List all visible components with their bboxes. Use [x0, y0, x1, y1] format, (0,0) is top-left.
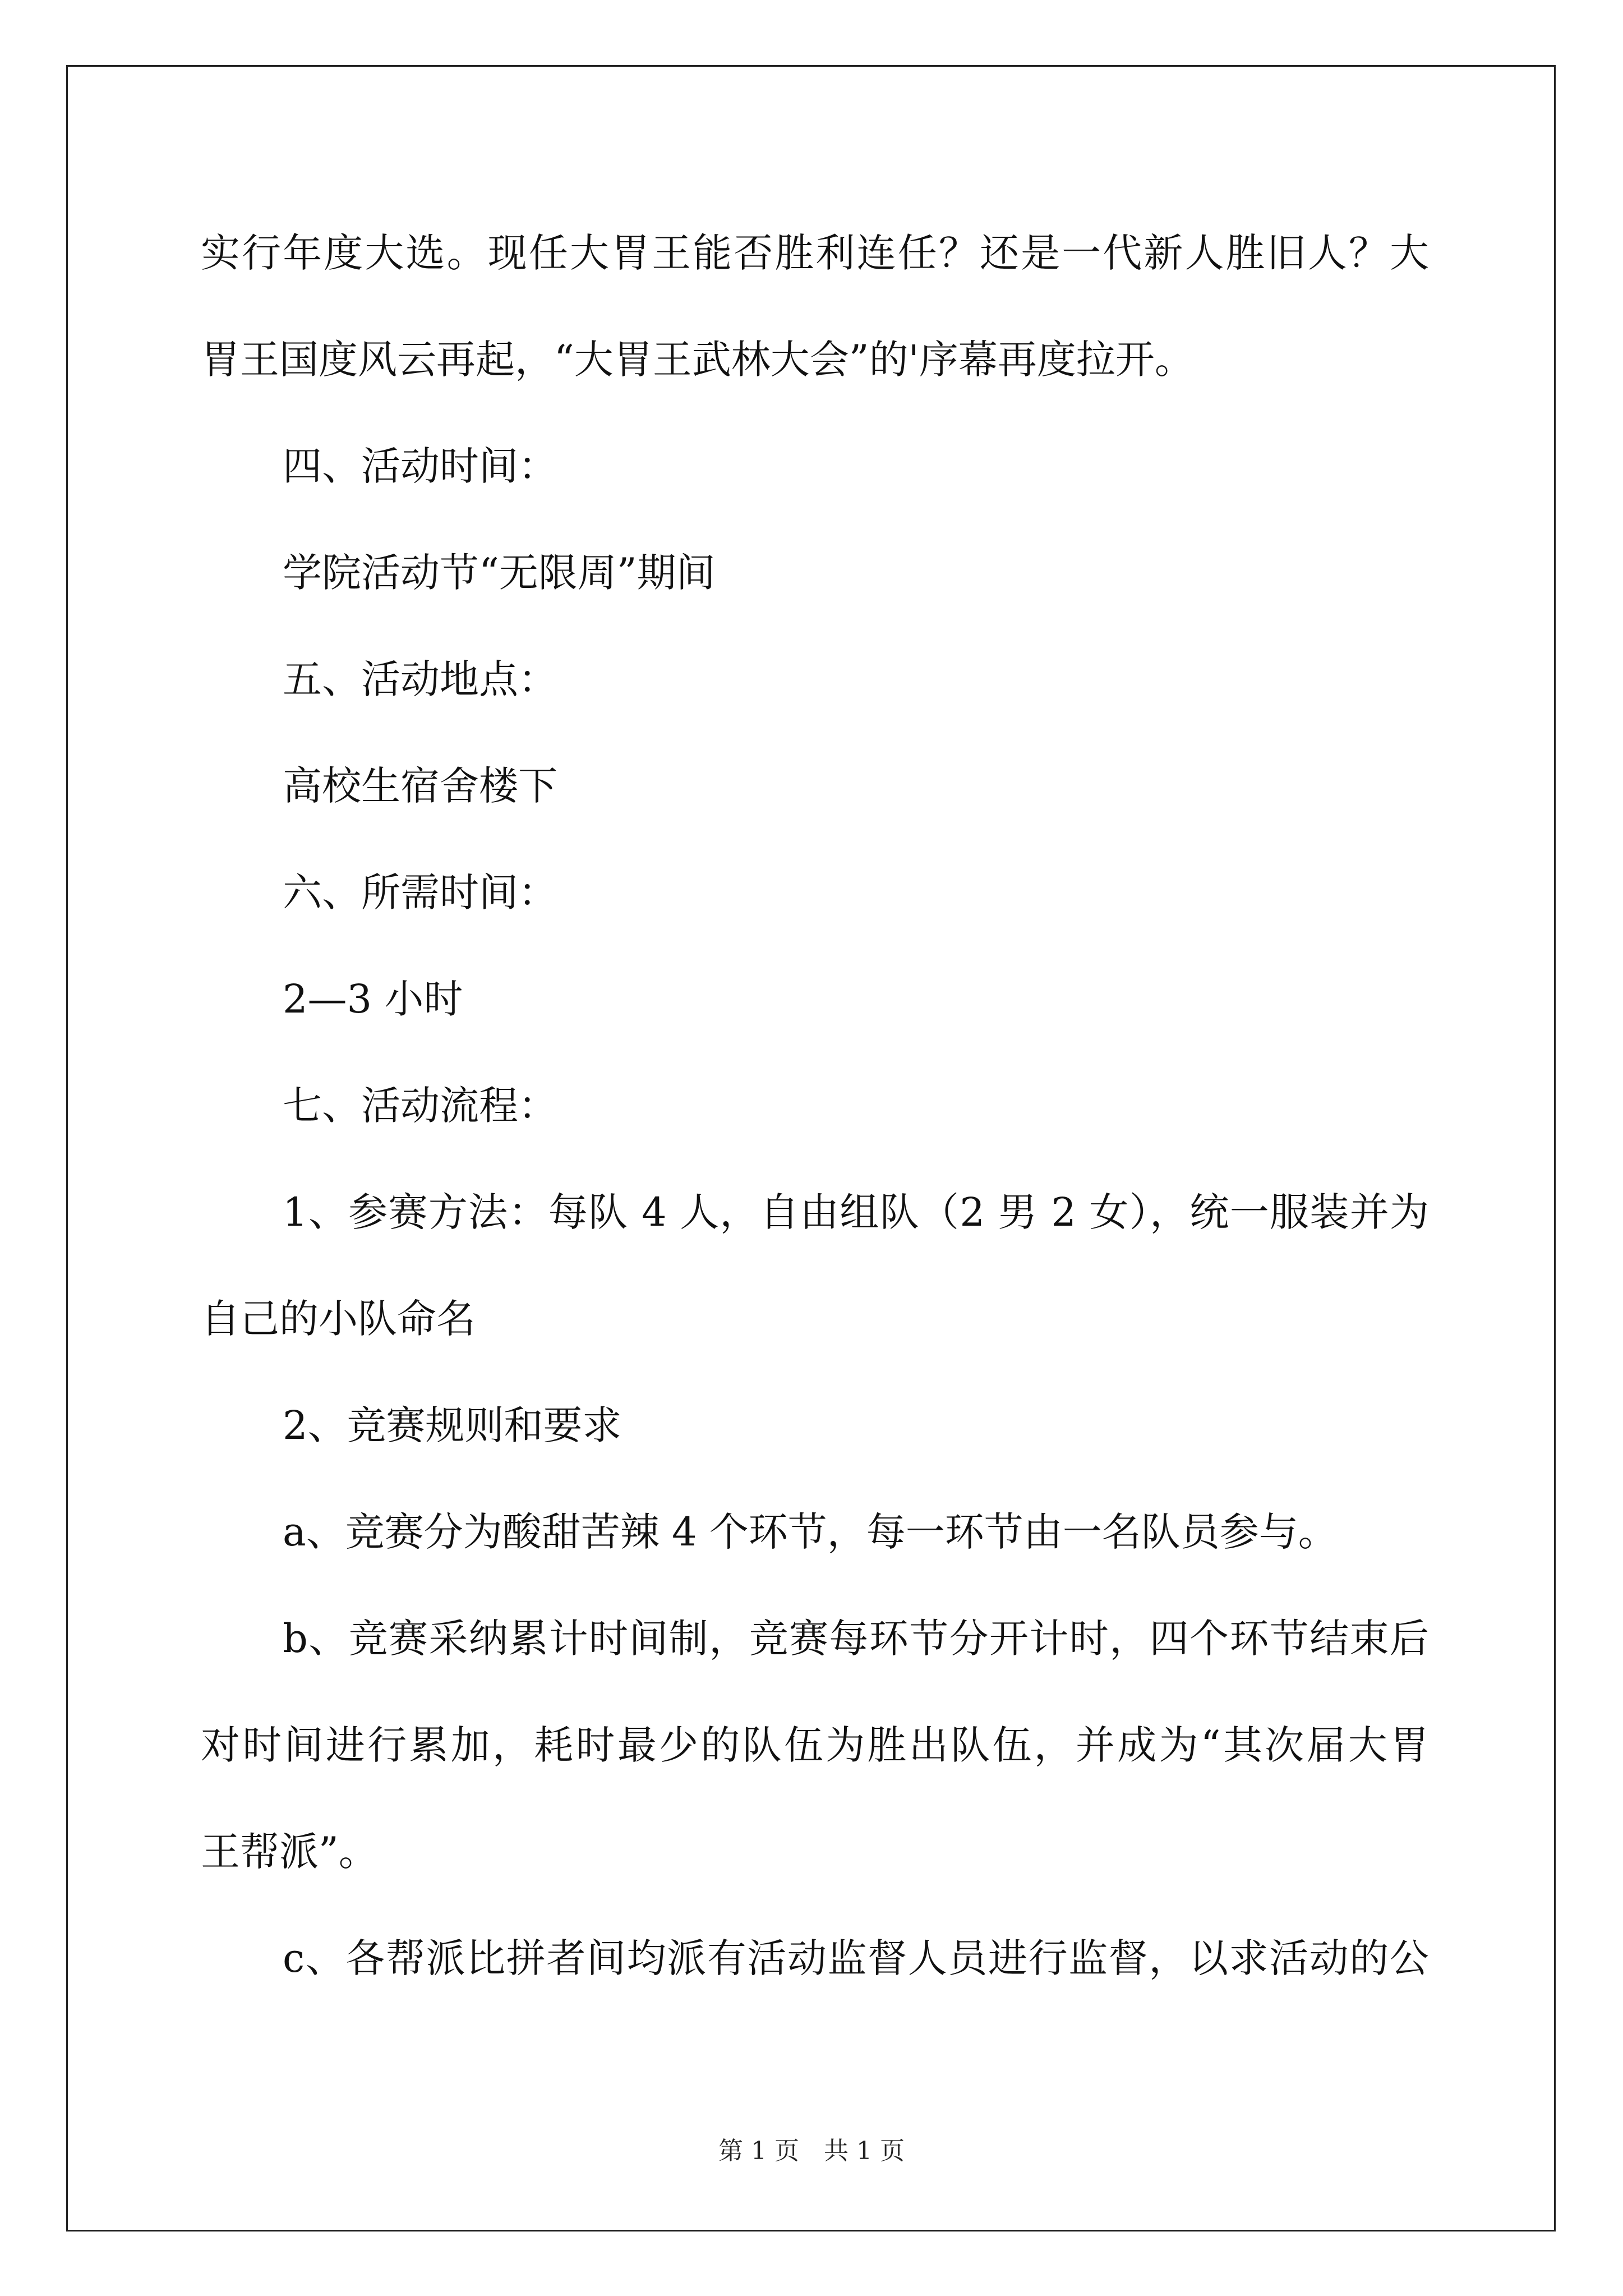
section-heading: 七、活动流程：	[283, 1083, 557, 1129]
paragraph-line: 实行年度大选。现任大胃王能否胜利连任？还是一代新人胜旧人？大	[201, 230, 1429, 276]
paragraph-line: 王帮派”。	[201, 1829, 378, 1875]
paragraph-line: 2、竞赛规则和要求	[283, 1402, 622, 1448]
section-heading: 六、所需时间：	[283, 869, 557, 915]
section-heading: 四、活动时间：	[283, 443, 557, 489]
paragraph-line: a、竞赛分为酸甜苦辣 4 个环节，每一环节由一名队员参与。	[283, 1509, 1338, 1555]
paragraph-line: 胃王国度风云再起，“大胃王武林大会”的'序幕再度拉开。	[201, 337, 1194, 383]
paragraph-line: c、各帮派比拼者间均派有活动监督人员进行监督，以求活动的公	[283, 1935, 1429, 1981]
paragraph-line: 1、参赛方法：每队 4 人，自由组队（2 男 2 女），统一服装并为	[283, 1189, 1429, 1235]
paragraph-line: 2—3 小时	[283, 976, 463, 1022]
page-border	[66, 65, 1556, 2231]
page-footer: 第 1 页 共 1 页	[718, 2137, 905, 2165]
paragraph-line: 高校生宿舍楼下	[283, 763, 557, 809]
paragraph-line: b、竞赛采纳累计时间制，竞赛每环节分开计时，四个环节结束后	[283, 1616, 1429, 1662]
paragraph-line: 自己的小队命名	[201, 1296, 476, 1342]
paragraph-line: 学院活动节“无限周”期间	[283, 550, 716, 596]
section-heading: 五、活动地点：	[283, 656, 557, 702]
paragraph-line: 对时间进行累加，耗时最少的队伍为胜出队伍，并成为“其次届大胃	[201, 1722, 1429, 1768]
